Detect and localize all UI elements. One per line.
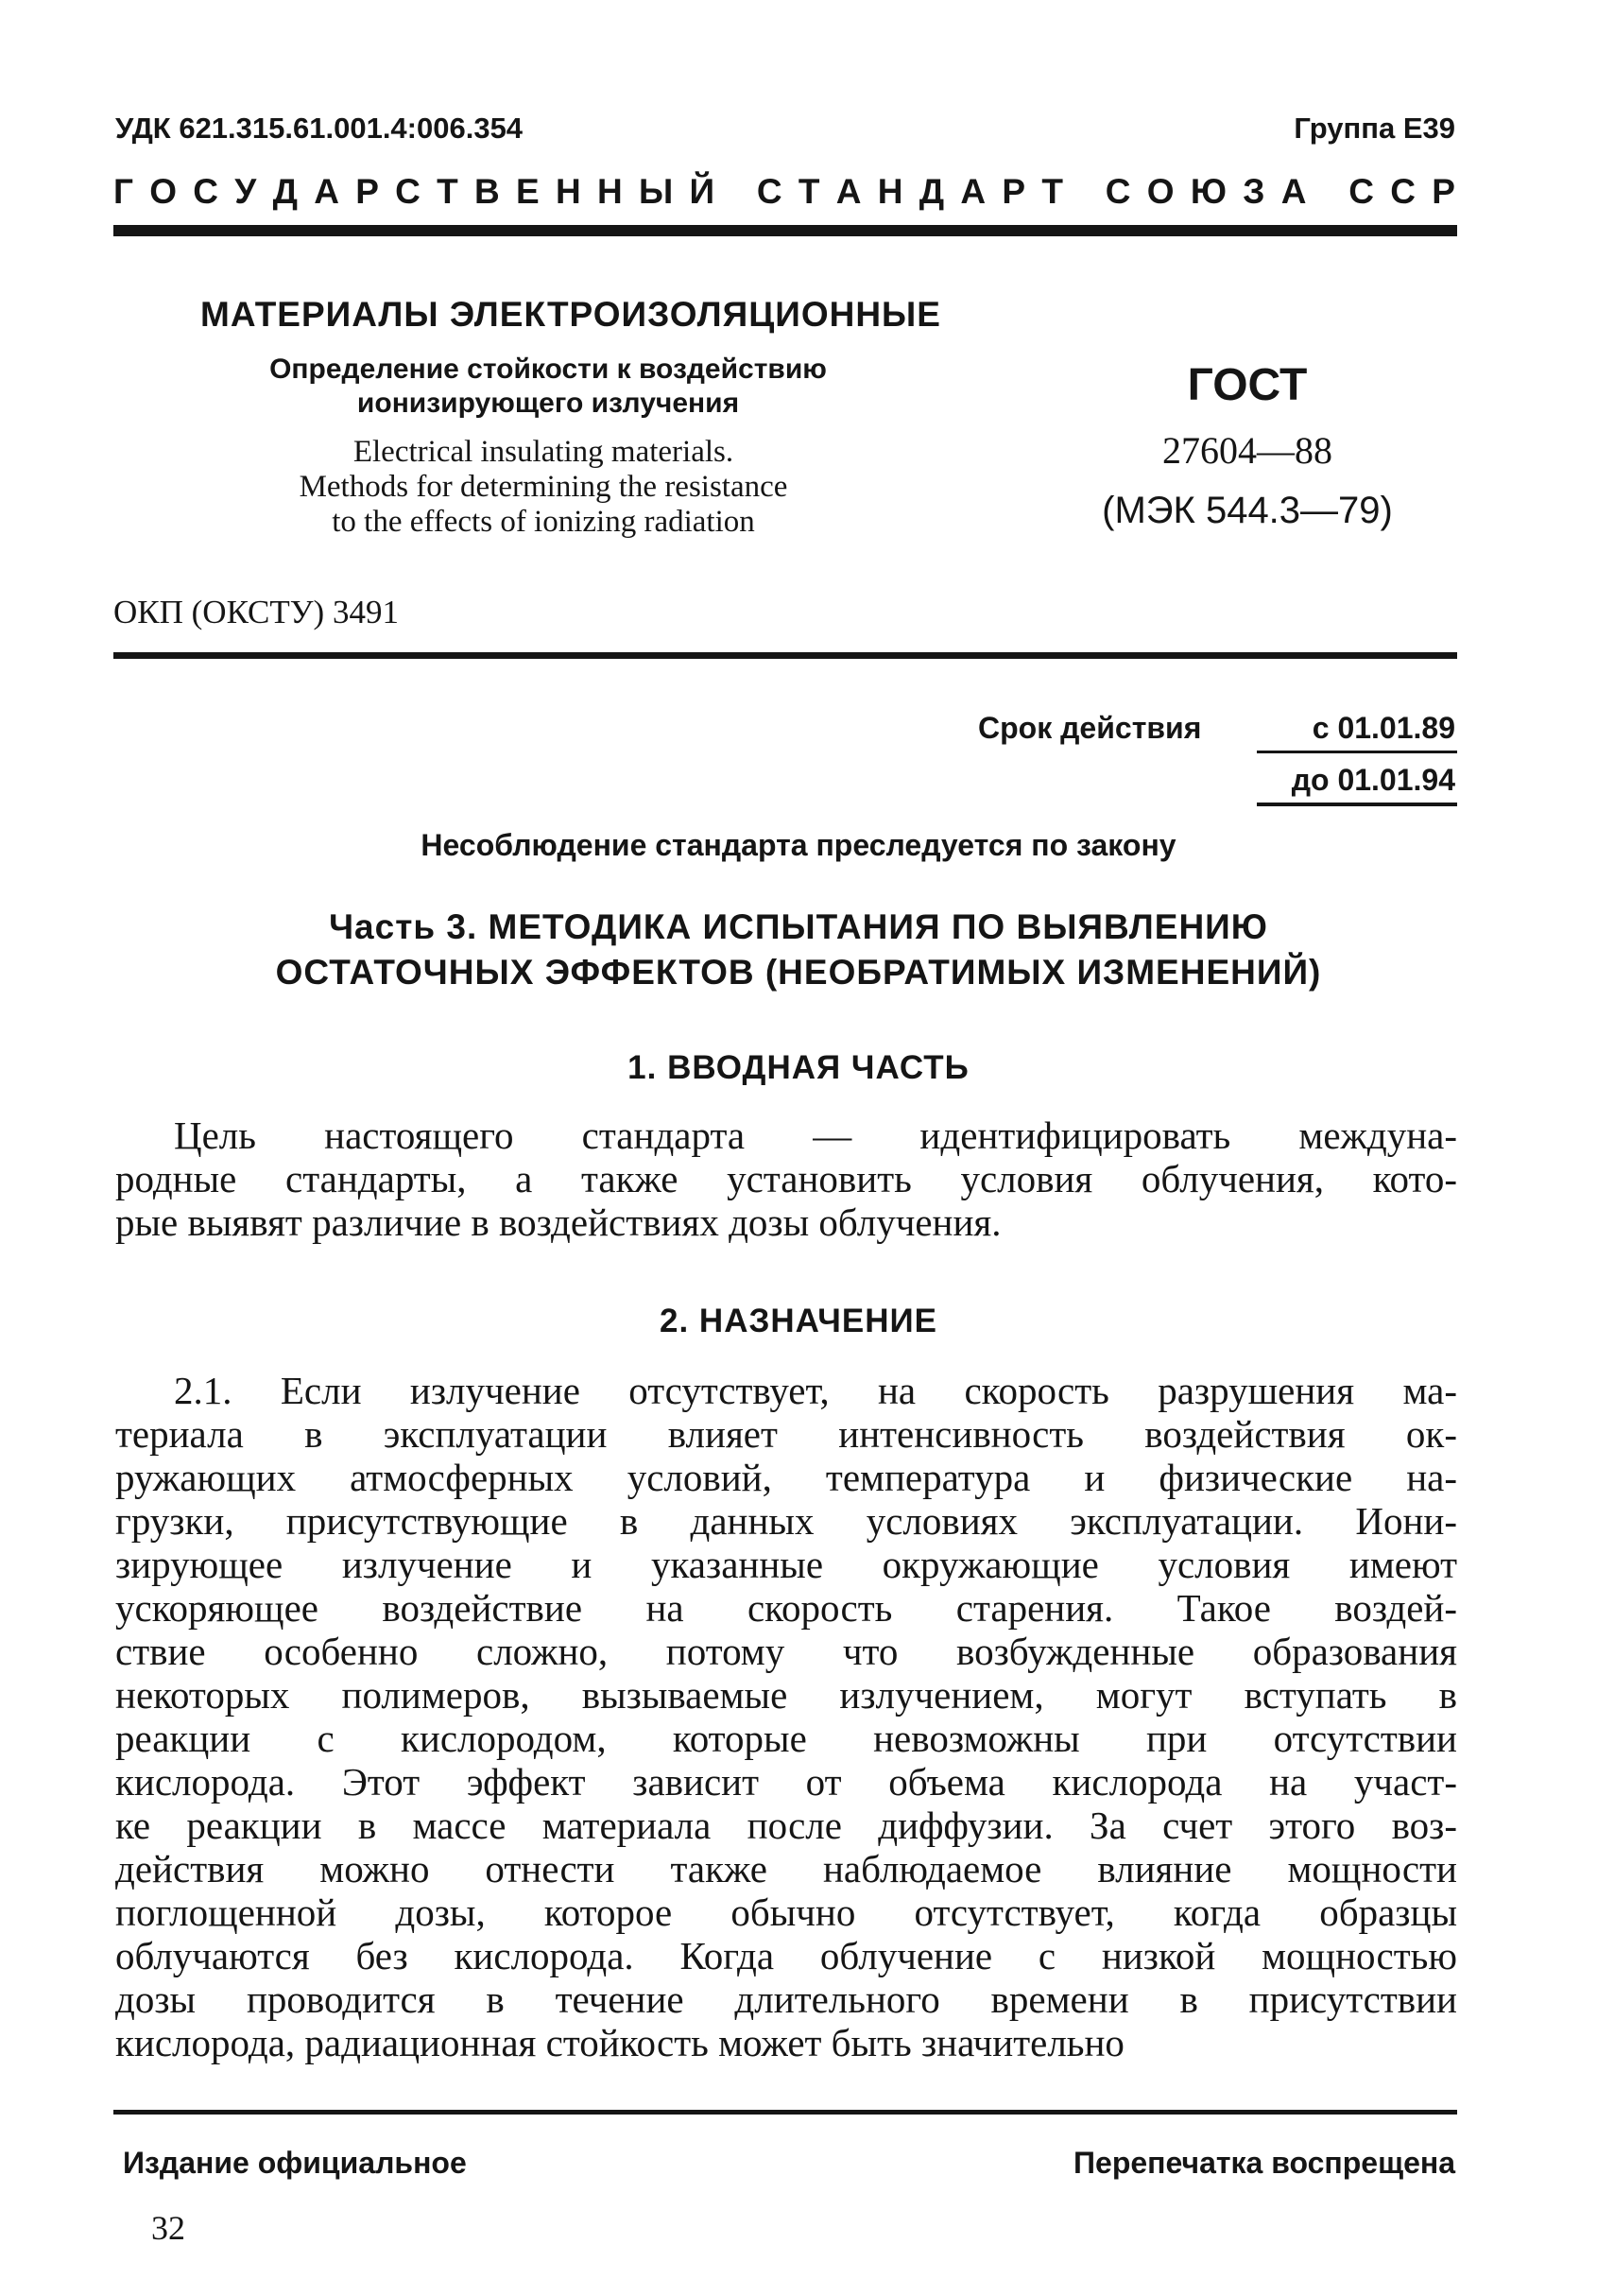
footer-rule <box>113 2110 1457 2115</box>
section-2-line: действия можно отнести также наблюдаемое влияние мощности <box>115 1847 1457 1890</box>
iec-reference: (МЭК 544.3—79) <box>1102 490 1393 531</box>
subtitle-en-line-2: Methods for determining the resistance <box>299 470 788 504</box>
validity-term-label: Срок действия <box>978 711 1202 745</box>
section-2-line: облучаются без кислорода. Когда облучение с низкой мощностью <box>115 1934 1457 1977</box>
section-2-heading: 2. НАЗНАЧЕНИЕ <box>660 1303 937 1339</box>
subtitle-en-line-3: to the effects of ionizing radiation <box>332 505 755 539</box>
udk-code: УДК 621.315.61.001.4:006.354 <box>115 112 524 145</box>
section-2-line: кислорода. Этот эффект зависит от объема кислорода на участ- <box>115 1760 1457 1804</box>
section-1-line: родные стандарты, а также установить условия облучения, кото- <box>115 1157 1457 1200</box>
state-standard-banner: Г О С У Д А Р С Т В Е Н Н Ы Й С Т А Н Д А Р Т С О Ю З А С С Р <box>113 172 1455 211</box>
section-2-line: поглощенной дозы, которое обычно отсутствует, когда образцы <box>115 1890 1457 1934</box>
part-title-line-1: Часть 3. МЕТОДИКА ИСПЫТАНИЯ ПО ВЫЯВЛЕНИЮ <box>329 907 1268 946</box>
section-2-line: ствие особенно сложно, потому что возбужденные образования <box>115 1630 1457 1673</box>
okp-code: ОКП (ОКСТУ) 3491 <box>113 594 399 630</box>
page-number: 32 <box>151 2209 185 2247</box>
section-2-line: зирующее излучение и указанные окружающие условия имеют <box>115 1543 1457 1586</box>
subtitle-en-line-1: Electrical insulating materials. <box>352 435 734 469</box>
section-1-line: Цель настоящего стандарта — идентифицировать междуна- <box>174 1113 1457 1157</box>
section-2-line: некоторых полимеров, вызываемые излучением, могут вступать в <box>115 1673 1457 1717</box>
gost-designation <box>1011 359 1484 532</box>
noncompliance-notice: Несоблюдение стандарта преследуется по закону <box>421 828 1176 862</box>
section-2-line: ускоряющее воздействие на скорость старения. Такое воздей- <box>115 1586 1457 1630</box>
section-2-line: дозы проводится в течение длительного времени в присутствии <box>115 1977 1457 2021</box>
section-1-heading: 1. ВВОДНАЯ ЧАСТЬ <box>627 1049 970 1086</box>
validity-from: с 01.01.89 <box>1312 711 1455 745</box>
validity-to: до 01.01.94 <box>1291 763 1455 797</box>
document-title: МАТЕРИАЛЫ ЭЛЕКТРОИЗОЛЯЦИОННЫЕ <box>200 295 941 334</box>
subtitle-ru-line-1: Определение стойкости к воздействию <box>269 354 827 385</box>
section-2-line: грузки, присутствующие в данных условиях эксплуатации. Иони- <box>115 1499 1457 1543</box>
validity-to-underline <box>1257 803 1457 806</box>
section-2-line: 2.1. Если излучение отсутствует, на скорость разрушения ма- <box>174 1369 1457 1412</box>
okp-thick-rule <box>113 652 1457 659</box>
header-thick-rule <box>113 225 1457 236</box>
section-1-line: рые выявят различие в воздействиях дозы облучения. <box>115 1200 1002 1244</box>
group-code: Группа Е39 <box>1294 112 1455 145</box>
reprint-prohibited-label: Перепечатка воспрещена <box>1073 2146 1455 2180</box>
section-2-line: реакции с кислородом, которые невозможны при отсутствии <box>115 1717 1457 1760</box>
gost-label: ГОСТ <box>1187 360 1308 410</box>
section-2-line: ке реакции в массе материала после диффузии. За счет этого воз- <box>115 1804 1457 1847</box>
subtitle-ru-line-2: ионизирующего излучения <box>356 388 740 419</box>
gost-number: 27604—88 <box>1162 429 1332 472</box>
section-2-line: кислорода, радиационная стойкость может быть значительно <box>115 2021 1125 2064</box>
official-edition-label: Издание официальное <box>123 2146 467 2180</box>
part-title-line-2: ОСТАТОЧНЫХ ЭФФЕКТОВ (НЕОБРАТИМЫХ ИЗМЕНЕНИЙ) <box>275 953 1322 992</box>
validity-from-underline <box>1257 751 1457 753</box>
section-2-line: ружающих атмосферных условий, температура и физические на- <box>115 1456 1457 1499</box>
section-2-line: териала в эксплуатации влияет интенсивность воздействия ок- <box>115 1412 1457 1456</box>
